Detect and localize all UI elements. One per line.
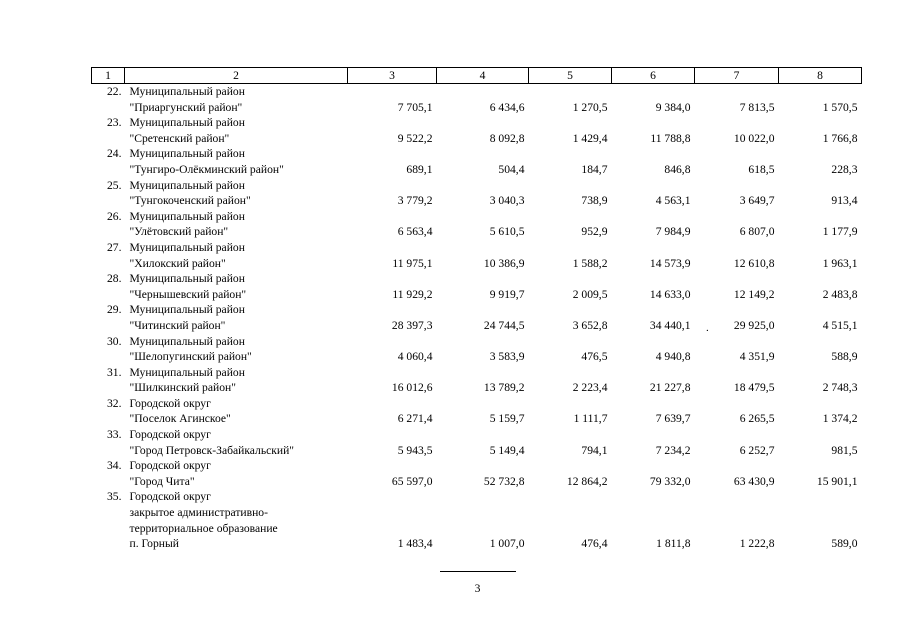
value-col-3: 1 483,4 bbox=[397, 537, 433, 551]
name-line: Муниципальный район bbox=[129, 116, 245, 130]
value-col-4: 24 744,5 bbox=[483, 318, 525, 332]
value-col-4: 5 159,7 bbox=[489, 412, 525, 426]
column-header: 1 bbox=[92, 68, 125, 84]
table-row bbox=[92, 271, 862, 302]
value-col-7: 4 351,9 bbox=[739, 350, 775, 364]
name-line: Муниципальный район bbox=[129, 147, 245, 161]
value-col-8: 913,4 bbox=[831, 194, 858, 208]
municipality-name bbox=[125, 396, 348, 427]
value-col-6: 7 639,7 bbox=[655, 412, 691, 426]
value-col-5: 1 429,4 bbox=[572, 131, 608, 145]
name-line: закрытое административно- bbox=[129, 506, 268, 520]
table-row bbox=[92, 489, 862, 551]
row-number: 29. bbox=[107, 303, 122, 317]
value-col-7: 7 813,5 bbox=[739, 100, 775, 114]
name-line: п. Горный bbox=[129, 537, 179, 551]
value-col-3: 16 012,6 bbox=[391, 381, 433, 395]
value-col-7: 29 925,0 bbox=[733, 318, 775, 332]
table-row bbox=[92, 115, 862, 146]
table-row bbox=[92, 209, 862, 240]
value-col-6: 7 234,2 bbox=[655, 443, 691, 457]
name-line: "Чернышевский район" bbox=[129, 287, 247, 301]
name-line: Городской округ bbox=[129, 396, 211, 410]
value-col-6: 34 440,1 bbox=[649, 318, 691, 332]
value-col-3: 11 929,2 bbox=[392, 287, 433, 301]
value-col-8: 981,5 bbox=[831, 443, 858, 457]
name-line: Муниципальный район bbox=[129, 178, 245, 192]
row-number: 26. bbox=[107, 209, 122, 223]
name-line: "Шелопугинский район" bbox=[129, 350, 252, 364]
municipality-name bbox=[125, 271, 348, 302]
value-col-7: 10 022,0 bbox=[733, 131, 775, 145]
value-col-3: 7 705,1 bbox=[397, 100, 433, 114]
value-col-8: 1 963,1 bbox=[822, 256, 858, 270]
column-header: 6 bbox=[612, 68, 695, 84]
table-row bbox=[92, 427, 862, 458]
value-col-4: 13 789,2 bbox=[483, 381, 525, 395]
table-row bbox=[92, 178, 862, 209]
footer-separator bbox=[440, 571, 516, 572]
municipality-name bbox=[125, 458, 348, 489]
name-line: "Хилокский район" bbox=[129, 256, 226, 270]
municipality-name bbox=[125, 302, 348, 333]
table-row bbox=[92, 146, 862, 177]
row-number: 23. bbox=[107, 116, 122, 130]
municipality-name bbox=[125, 209, 348, 240]
municipality-name bbox=[125, 427, 348, 458]
value-col-7: 12 610,8 bbox=[733, 256, 775, 270]
table-row bbox=[92, 302, 862, 333]
row-number: 27. bbox=[107, 240, 122, 254]
column-header: 8 bbox=[779, 68, 862, 84]
value-col-8: 2 483,8 bbox=[822, 287, 858, 301]
name-line: "Читинский район" bbox=[129, 318, 226, 332]
municipality-name bbox=[125, 146, 348, 177]
column-header: 3 bbox=[348, 68, 437, 84]
value-col-7: 6 807,0 bbox=[739, 225, 775, 239]
table-row bbox=[92, 240, 862, 271]
value-col-6: 79 332,0 bbox=[649, 474, 691, 488]
column-header: 5 bbox=[529, 68, 612, 84]
name-line: Муниципальный район bbox=[129, 85, 245, 98]
table-row bbox=[92, 396, 862, 427]
value-col-8: 2 748,3 bbox=[822, 381, 858, 395]
value-col-7: 3 649,7 bbox=[739, 194, 775, 208]
municipality-name bbox=[125, 115, 348, 146]
column-header: 2 bbox=[125, 68, 348, 84]
value-col-3: 4 060,4 bbox=[397, 350, 433, 364]
name-line: "Приаргунский район" bbox=[129, 100, 243, 114]
table-row bbox=[92, 84, 862, 116]
value-col-8: 1 766,8 bbox=[822, 131, 858, 145]
value-col-3: 6 563,4 bbox=[397, 225, 433, 239]
value-col-7: 18 479,5 bbox=[733, 381, 775, 395]
row-number: 34. bbox=[107, 459, 122, 473]
row-number: 30. bbox=[107, 334, 122, 348]
municipality-name bbox=[125, 489, 348, 551]
municipality-name bbox=[125, 365, 348, 396]
value-col-5: 2 009,5 bbox=[572, 287, 608, 301]
value-col-7: 63 430,9 bbox=[733, 474, 775, 488]
value-col-8: 1 177,9 bbox=[822, 225, 858, 239]
value-col-6: 21 227,8 bbox=[649, 381, 691, 395]
table-row bbox=[92, 458, 862, 489]
municipality-name bbox=[125, 84, 348, 116]
value-col-3: 11 975,1 bbox=[392, 256, 433, 270]
name-line: "Город Чита" bbox=[129, 474, 195, 488]
header-row bbox=[92, 68, 862, 84]
value-col-6: 11 788,8 bbox=[650, 131, 691, 145]
value-col-8: 228,3 bbox=[831, 162, 858, 176]
row-number: 22. bbox=[107, 85, 122, 98]
value-col-5: 3 652,8 bbox=[572, 318, 608, 332]
name-line: "Улётовский район" bbox=[129, 225, 229, 239]
value-col-3: 28 397,3 bbox=[391, 318, 433, 332]
name-line: территориальное образование bbox=[129, 521, 278, 535]
value-col-6: 7 984,9 bbox=[655, 225, 691, 239]
value-col-7: 1 222,8 bbox=[739, 537, 775, 551]
value-col-3: 65 597,0 bbox=[391, 474, 433, 488]
value-col-3: 689,1 bbox=[406, 162, 433, 176]
value-col-8: 589,0 bbox=[831, 537, 858, 551]
municipality-name bbox=[125, 240, 348, 271]
value-col-8: 1 570,5 bbox=[822, 100, 858, 114]
name-line: Муниципальный район bbox=[129, 240, 245, 254]
value-col-4: 10 386,9 bbox=[483, 256, 525, 270]
value-col-5: 476,5 bbox=[581, 350, 608, 364]
value-col-4: 504,4 bbox=[498, 162, 525, 176]
row-number: 33. bbox=[107, 428, 122, 442]
value-col-4: 52 732,8 bbox=[483, 474, 525, 488]
budget-table bbox=[91, 67, 862, 552]
value-col-4: 6 434,6 bbox=[489, 100, 525, 114]
value-col-3: 3 779,2 bbox=[397, 194, 433, 208]
value-col-8: 15 901,1 bbox=[816, 474, 858, 488]
value-col-5: 2 223,4 bbox=[572, 381, 608, 395]
name-line: Городской округ bbox=[129, 459, 211, 473]
value-col-6: 14 633,0 bbox=[649, 287, 691, 301]
value-col-5: 794,1 bbox=[581, 443, 608, 457]
page-number: 3 bbox=[474, 582, 481, 595]
value-col-3: 9 522,2 bbox=[397, 131, 433, 145]
value-col-6: 9 384,0 bbox=[655, 100, 691, 114]
name-line: Муниципальный район bbox=[129, 334, 245, 348]
name-line: Городской округ bbox=[129, 428, 211, 442]
name-line: "Сретенский район" bbox=[129, 131, 230, 145]
value-col-5: 738,9 bbox=[581, 194, 608, 208]
row-number: 25. bbox=[107, 178, 122, 192]
name-line: Муниципальный район bbox=[129, 365, 245, 379]
value-col-4: 9 919,7 bbox=[489, 287, 525, 301]
row-number: 35. bbox=[107, 490, 122, 504]
stray-mark: . bbox=[706, 322, 709, 334]
value-col-3: 6 271,4 bbox=[397, 412, 433, 426]
name-line: "Тунгиро-Олёкминский район" bbox=[129, 162, 284, 176]
name-line: "Поселок Агинское" bbox=[129, 412, 231, 426]
value-col-7: 6 252,7 bbox=[739, 443, 775, 457]
value-col-5: 476,4 bbox=[581, 537, 608, 551]
column-header: 7 bbox=[695, 68, 779, 84]
name-line: Муниципальный район bbox=[129, 272, 245, 286]
value-col-4: 3 040,3 bbox=[489, 194, 525, 208]
row-number: 24. bbox=[107, 147, 122, 161]
value-col-5: 184,7 bbox=[581, 162, 608, 176]
value-col-6: 4 940,8 bbox=[655, 350, 691, 364]
name-line: "Шилкинский район" bbox=[129, 381, 236, 395]
municipality-name bbox=[125, 178, 348, 209]
row-number: 31. bbox=[107, 365, 122, 379]
table-body bbox=[92, 84, 862, 552]
name-line: Городской округ bbox=[129, 490, 211, 504]
value-col-7: 12 149,2 bbox=[733, 287, 775, 301]
value-col-5: 952,9 bbox=[581, 225, 608, 239]
value-col-6: 4 563,1 bbox=[655, 194, 691, 208]
value-col-7: 6 265,5 bbox=[739, 412, 775, 426]
value-col-6: 1 811,8 bbox=[656, 537, 691, 551]
value-col-3: 5 943,5 bbox=[397, 443, 433, 457]
municipality-name bbox=[125, 334, 348, 365]
name-line: Муниципальный район bbox=[129, 209, 245, 223]
name-line: "Город Петровск-Забайкальский" bbox=[129, 443, 295, 457]
table-row bbox=[92, 365, 862, 396]
value-col-5: 12 864,2 bbox=[566, 474, 608, 488]
value-col-7: 618,5 bbox=[748, 162, 775, 176]
value-col-6: 14 573,9 bbox=[649, 256, 691, 270]
value-col-4: 8 092,8 bbox=[489, 131, 525, 145]
value-col-4: 3 583,9 bbox=[489, 350, 525, 364]
table-row bbox=[92, 334, 862, 365]
name-line: "Тунгокоченский район" bbox=[129, 194, 251, 208]
value-col-8: 4 515,1 bbox=[822, 318, 858, 332]
value-col-4: 1 007,0 bbox=[489, 537, 525, 551]
value-col-5: 1 270,5 bbox=[572, 100, 608, 114]
row-number: 32. bbox=[107, 396, 122, 410]
value-col-4: 5 610,5 bbox=[489, 225, 525, 239]
name-line: Муниципальный район bbox=[129, 303, 245, 317]
row-number: 28. bbox=[107, 272, 122, 286]
value-col-5: 1 588,2 bbox=[572, 256, 608, 270]
column-header: 4 bbox=[437, 68, 529, 84]
value-col-5: 1 111,7 bbox=[573, 412, 608, 426]
value-col-4: 5 149,4 bbox=[489, 443, 525, 457]
value-col-8: 1 374,2 bbox=[822, 412, 858, 426]
value-col-8: 588,9 bbox=[831, 350, 858, 364]
value-col-6: 846,8 bbox=[664, 162, 691, 176]
